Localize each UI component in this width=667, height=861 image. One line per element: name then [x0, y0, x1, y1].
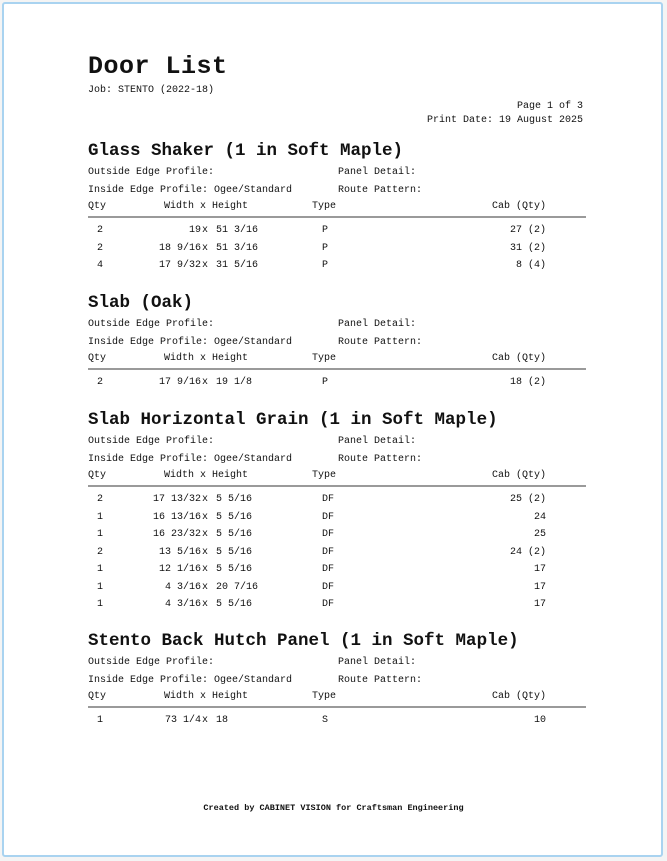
row-cab: 25 (2): [509, 494, 546, 505]
row-width: 73 1/4: [164, 715, 201, 726]
edge-profile-row: [88, 182, 586, 200]
row-type: P: [322, 225, 329, 236]
size-header: Width x Height: [164, 201, 249, 212]
row-qty: 1: [96, 581, 103, 593]
report-title: Door List: [88, 52, 228, 81]
type-header: Type: [312, 691, 337, 702]
type-header: Type: [312, 201, 337, 212]
row-cab: 31 (2): [509, 242, 546, 254]
row-cab: 27 (2): [509, 225, 546, 236]
door-row: [88, 222, 586, 240]
door-row: [88, 544, 586, 562]
inside-edge-profile: Inside Edge Profile: Ogee/Standard: [88, 184, 293, 196]
edge-profile-row: [88, 654, 586, 672]
row-qty: 2: [96, 494, 103, 505]
section-title: Stento Back Hutch Panel (1 in Soft Maple): [88, 631, 519, 651]
inside-edge-profile: Inside Edge Profile: Ogee/Standard: [88, 336, 293, 348]
column-headers: [88, 351, 586, 370]
row-height: 31 5/16: [216, 260, 259, 271]
door-group-section: [88, 409, 586, 614]
inside-edge-profile: Inside Edge Profile: Ogee/Standard: [88, 674, 293, 686]
row-width: 16 13/16: [152, 511, 201, 523]
door-row: [88, 240, 586, 258]
type-header: Type: [312, 470, 337, 481]
panel-detail: Panel Detail:: [338, 657, 417, 668]
row-qty: 1: [96, 715, 103, 726]
door-group-section: [88, 140, 586, 275]
print-date: Print Date: 19 August 2025: [426, 115, 583, 126]
row-width: 4 3/16: [164, 599, 201, 610]
door-row: [88, 491, 586, 509]
row-type: DF: [322, 581, 335, 593]
row-type: P: [322, 377, 329, 388]
row-cab: 17: [533, 581, 546, 593]
row-by-sign: x: [202, 494, 209, 505]
row-cab: 24: [533, 511, 546, 523]
edge-profile-row: [88, 433, 586, 451]
qty-header: Qty: [88, 353, 107, 364]
door-row: [88, 257, 586, 275]
door-group-section: [88, 630, 586, 730]
door-row: [88, 579, 586, 597]
row-height: 5 5/16: [216, 599, 253, 610]
row-type: S: [322, 715, 329, 726]
column-headers: [88, 468, 586, 487]
size-header: Width x Height: [164, 691, 249, 702]
row-type: DF: [322, 511, 335, 523]
row-by-sign: x: [202, 225, 209, 236]
outside-edge-profile: Outside Edge Profile:: [88, 319, 215, 330]
row-cab: 17: [533, 599, 546, 610]
job-label: Job: STENTO (2022-18): [88, 85, 215, 96]
row-height: 5 5/16: [216, 494, 253, 505]
door-row: [88, 712, 586, 730]
row-by-sign: x: [202, 581, 209, 593]
page-number: Page 1 of 3: [516, 101, 583, 112]
row-cab: 24 (2): [509, 546, 546, 558]
row-by-sign: x: [202, 529, 209, 540]
row-by-sign: x: [202, 260, 209, 271]
row-type: DF: [322, 564, 335, 575]
qty-header: Qty: [88, 470, 107, 481]
row-qty: 2: [96, 546, 103, 558]
route-pattern: Route Pattern:: [338, 674, 423, 686]
row-qty: 1: [96, 511, 103, 523]
row-by-sign: x: [202, 546, 209, 558]
row-qty: 4: [96, 260, 103, 271]
door-group-section: [88, 292, 586, 392]
row-type: DF: [322, 599, 335, 610]
qty-header: Qty: [88, 691, 107, 702]
row-type: DF: [322, 546, 335, 558]
column-headers: [88, 689, 586, 708]
row-type: DF: [322, 529, 335, 540]
panel-detail: Panel Detail:: [338, 319, 417, 330]
row-width: 13 5/16: [158, 546, 201, 558]
row-height: 5 5/16: [216, 511, 253, 523]
edge-profile-row: [88, 164, 586, 182]
cab-header: Cab (Qty): [491, 201, 546, 212]
door-row: [88, 374, 586, 392]
door-row: [88, 596, 586, 614]
section-title: Slab Horizontal Grain (1 in Soft Maple): [88, 410, 498, 430]
row-type: P: [322, 242, 329, 254]
edge-profile-row: [88, 316, 586, 334]
row-by-sign: x: [202, 599, 209, 610]
row-qty: 2: [96, 377, 103, 388]
route-pattern: Route Pattern:: [338, 184, 423, 196]
qty-header: Qty: [88, 201, 107, 212]
route-pattern: Route Pattern:: [338, 453, 423, 465]
section-title: Glass Shaker (1 in Soft Maple): [88, 141, 404, 161]
section-title: Slab (Oak): [88, 293, 194, 313]
row-by-sign: x: [202, 242, 209, 254]
report-footer: Created by CABINET VISION for Craftsman Engineering: [203, 803, 464, 813]
row-width: 17 9/16: [158, 377, 201, 388]
size-header: Width x Height: [164, 470, 249, 481]
type-header: Type: [312, 353, 337, 364]
size-header: Width x Height: [164, 353, 249, 364]
outside-edge-profile: Outside Edge Profile:: [88, 657, 215, 668]
row-by-sign: x: [202, 564, 209, 575]
row-by-sign: x: [202, 511, 209, 523]
door-row: [88, 561, 586, 579]
door-row: [88, 509, 586, 527]
panel-detail: Panel Detail:: [338, 167, 417, 178]
row-height: 51 3/16: [216, 242, 259, 254]
row-height: 18: [216, 715, 229, 726]
page-meta: [427, 100, 583, 128]
row-qty: 1: [96, 599, 103, 610]
row-height: 51 3/16: [216, 225, 259, 236]
door-row: [88, 526, 586, 544]
row-cab: 18 (2): [509, 377, 546, 388]
row-height: 19 1/8: [216, 377, 253, 388]
row-qty: 1: [96, 529, 103, 540]
outside-edge-profile: Outside Edge Profile:: [88, 436, 215, 447]
cab-header: Cab (Qty): [491, 353, 546, 364]
row-qty: 2: [96, 225, 103, 236]
row-qty: 2: [96, 242, 103, 254]
cab-header: Cab (Qty): [491, 470, 546, 481]
row-height: 5 5/16: [216, 546, 253, 558]
row-height: 20 7/16: [216, 581, 259, 593]
row-width: 17 13/32: [152, 494, 201, 505]
edge-profile-row: [88, 672, 586, 690]
edge-profile-row: [88, 334, 586, 352]
row-cab: 10: [533, 715, 546, 726]
row-width: 18 9/16: [158, 242, 201, 254]
row-cab: 25: [533, 529, 546, 540]
panel-detail: Panel Detail:: [338, 436, 417, 447]
edge-profile-row: [88, 451, 586, 469]
row-width: 12 1/16: [158, 564, 201, 575]
row-width: 16 23/32: [152, 529, 201, 540]
row-width: 19: [188, 225, 201, 236]
row-qty: 1: [96, 564, 103, 575]
inside-edge-profile: Inside Edge Profile: Ogee/Standard: [88, 453, 293, 465]
row-width: 17 9/32: [158, 260, 201, 271]
row-cab: 17: [533, 564, 546, 575]
route-pattern: Route Pattern:: [338, 336, 423, 348]
row-cab: 8 (4): [515, 260, 546, 271]
cab-header: Cab (Qty): [491, 691, 546, 702]
row-by-sign: x: [202, 715, 209, 726]
column-headers: [88, 199, 586, 218]
row-type: DF: [322, 494, 335, 505]
row-type: P: [322, 260, 329, 271]
row-by-sign: x: [202, 377, 209, 388]
row-height: 5 5/16: [216, 564, 253, 575]
outside-edge-profile: Outside Edge Profile:: [88, 167, 215, 178]
row-height: 5 5/16: [216, 529, 253, 540]
row-width: 4 3/16: [164, 581, 201, 593]
